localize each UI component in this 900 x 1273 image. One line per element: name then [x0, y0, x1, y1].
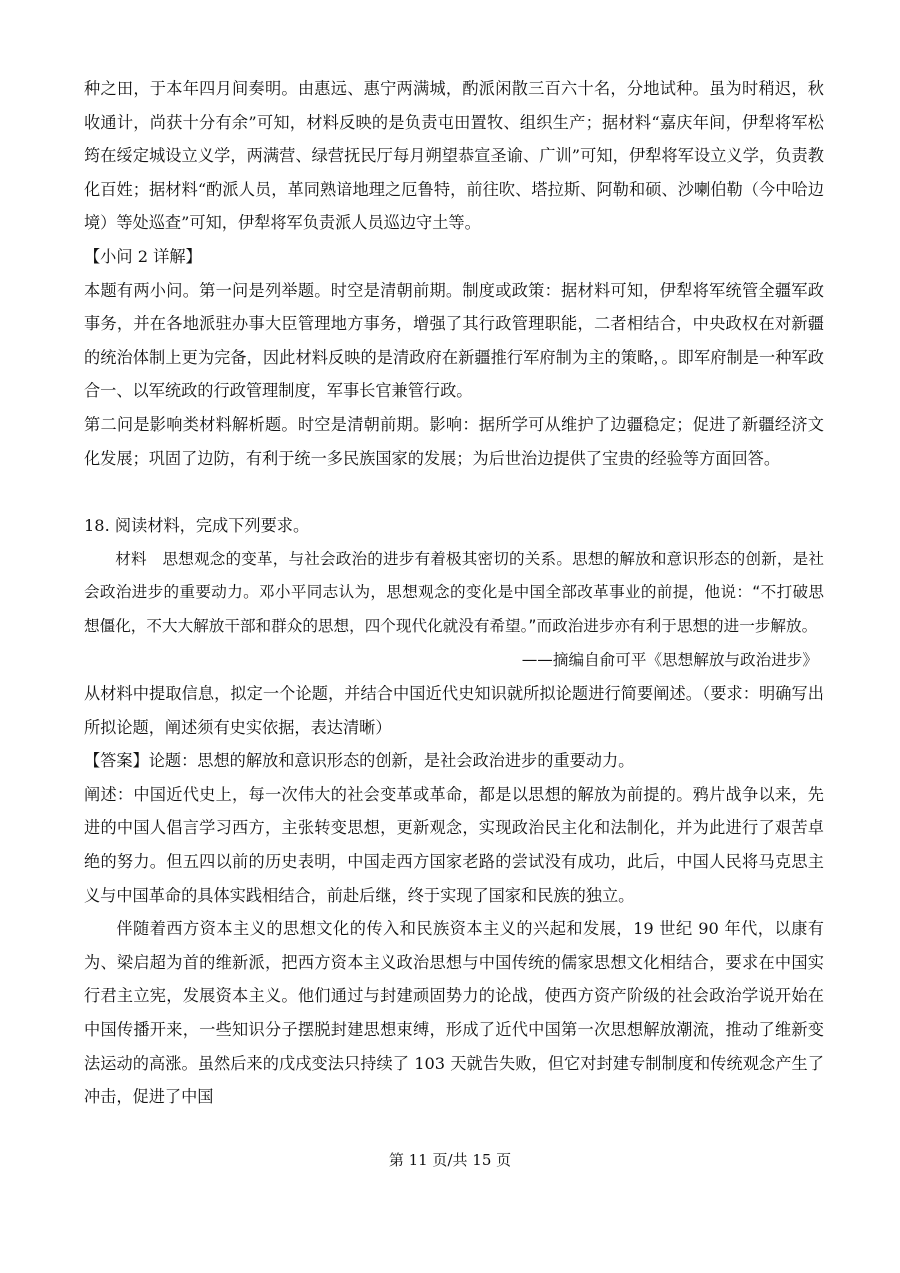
question-18-requirement: 从材料中提取信息，拟定一个论题，并结合中国近代史知识就所拟论题进行简要阐述。（要求：明确写出所拟论题，阐述须有史实依据，表达清晰） [84, 684, 824, 737]
sub-question-2-heading: 【小问 2 详解】 [84, 246, 202, 266]
question-18-material: 材料 思想观念的变革，与社会政治的进步有着极其密切的关系。思想的解放和意识形态的创新，是社会政治进步的重要动力。邓小平同志认为，思想观念的变化是中国全部改革事业的前提，他说：“不打破思想僵化，不大大解放干部和群众的思想，四个现代化就没有希望。”而政治进步亦有利于思想的进一步解放。 [84, 549, 824, 635]
paragraph-answer-q1-end: 种之田，于本年四月间奏明。由惠远、惠宁两满城，酌派闲散三百六十名，分地试种。虽为时稍迟，秋收通计，尚获十分有余”可知，材料反映的是负责屯田置牧、组织生产；据材料“嘉庆年间，伊犁将军松筠在绥定城设立义学，两满营、绿营抚民厅每月朔望恭宣圣谕、广训”可知，伊犁将军设立义学，负责教化百姓；据材料“酌派人员，革同熟谙地理之厄鲁特，前往吹、塔拉斯、阿勒和硕、沙喇伯勒（今中哈边境）等处巡查”可知，伊犁将军负责派人员巡边守土等。 [84, 79, 824, 233]
document-page [84, 72, 824, 1114]
paragraph-sub-question-2-part-1: 本题有两小问。第一问是列举题。时空是清朝前期。制度或政策：据材料可知，伊犁将军统管全疆军政事务，并在各地派驻办事大臣管理地方事务，增强了其行政管理职能，二者相结合，中央政权在对新疆的统治体制上更为完备，因此材料反映的是清政府在新疆推行军府制为主的策略，。即军府制是一种军政合一、以军统政的行政管理制度，军事长官兼管行政。 [84, 280, 824, 401]
answer-reform-paragraph: 伴随着西方资本主义的思想文化的传入和民族资本主义的兴起和发展，19 世纪 90 年代，以康有为、梁启超为首的维新派，把西方资本主义政治思想与中国传统的儒家思想文化相结合，要求在中国实行君主立宪，发展资本主义。他们通过与封建顽固势力的论战，使西方资产阶级的社会政治学说开始在中国传播开来，一些知识分子摆脱封建思想束缚，形成了近代中国第一次思想解放潮流，推动了维新变法运动的高涨。虽然后来的戊戌变法只持续了 103 天就告失败，但它对封建专制制度和传统观念产生了冲击，促进了中国 [84, 919, 824, 1107]
question-18-heading: 18. 阅读材料，完成下列要求。 [84, 516, 310, 536]
spacer [84, 475, 824, 509]
material-source: ——摘编自俞可平《思想解放与政治进步》 [521, 650, 818, 669]
paragraph-sub-question-2-part-2: 第二问是影响类材料解析题。时空是清朝前期。影响：据所学可从维护了边疆稳定；促进了新疆经济文化发展；巩固了边防，有利于统一多民族国家的发展；为后世治边提供了宝贵的经验等方面回答。 [84, 414, 824, 468]
answer-elaboration: 阐述：中国近代史上，每一次伟大的社会变革或革命，都是以思想的解放为前提的。鸦片战争以来，先进的中国人倡言学习西方，主张转变思想，更新观念，实现政治民主化和法制化，并为此进行了艰苦卓绝的努力。但五四以前的历史表明，中国走西方国家老路的尝试没有成功，此后，中国人民将马克思主义与中国革命的具体实践相结合，前赴后继，终于实现了国家和民族的独立。 [84, 784, 824, 905]
answer-thesis: 【答案】论题：思想的解放和意识形态的创新，是社会政治进步的重要动力。 [84, 751, 635, 771]
page-footer: 第 11 页/共 15 页 [388, 1151, 512, 1169]
